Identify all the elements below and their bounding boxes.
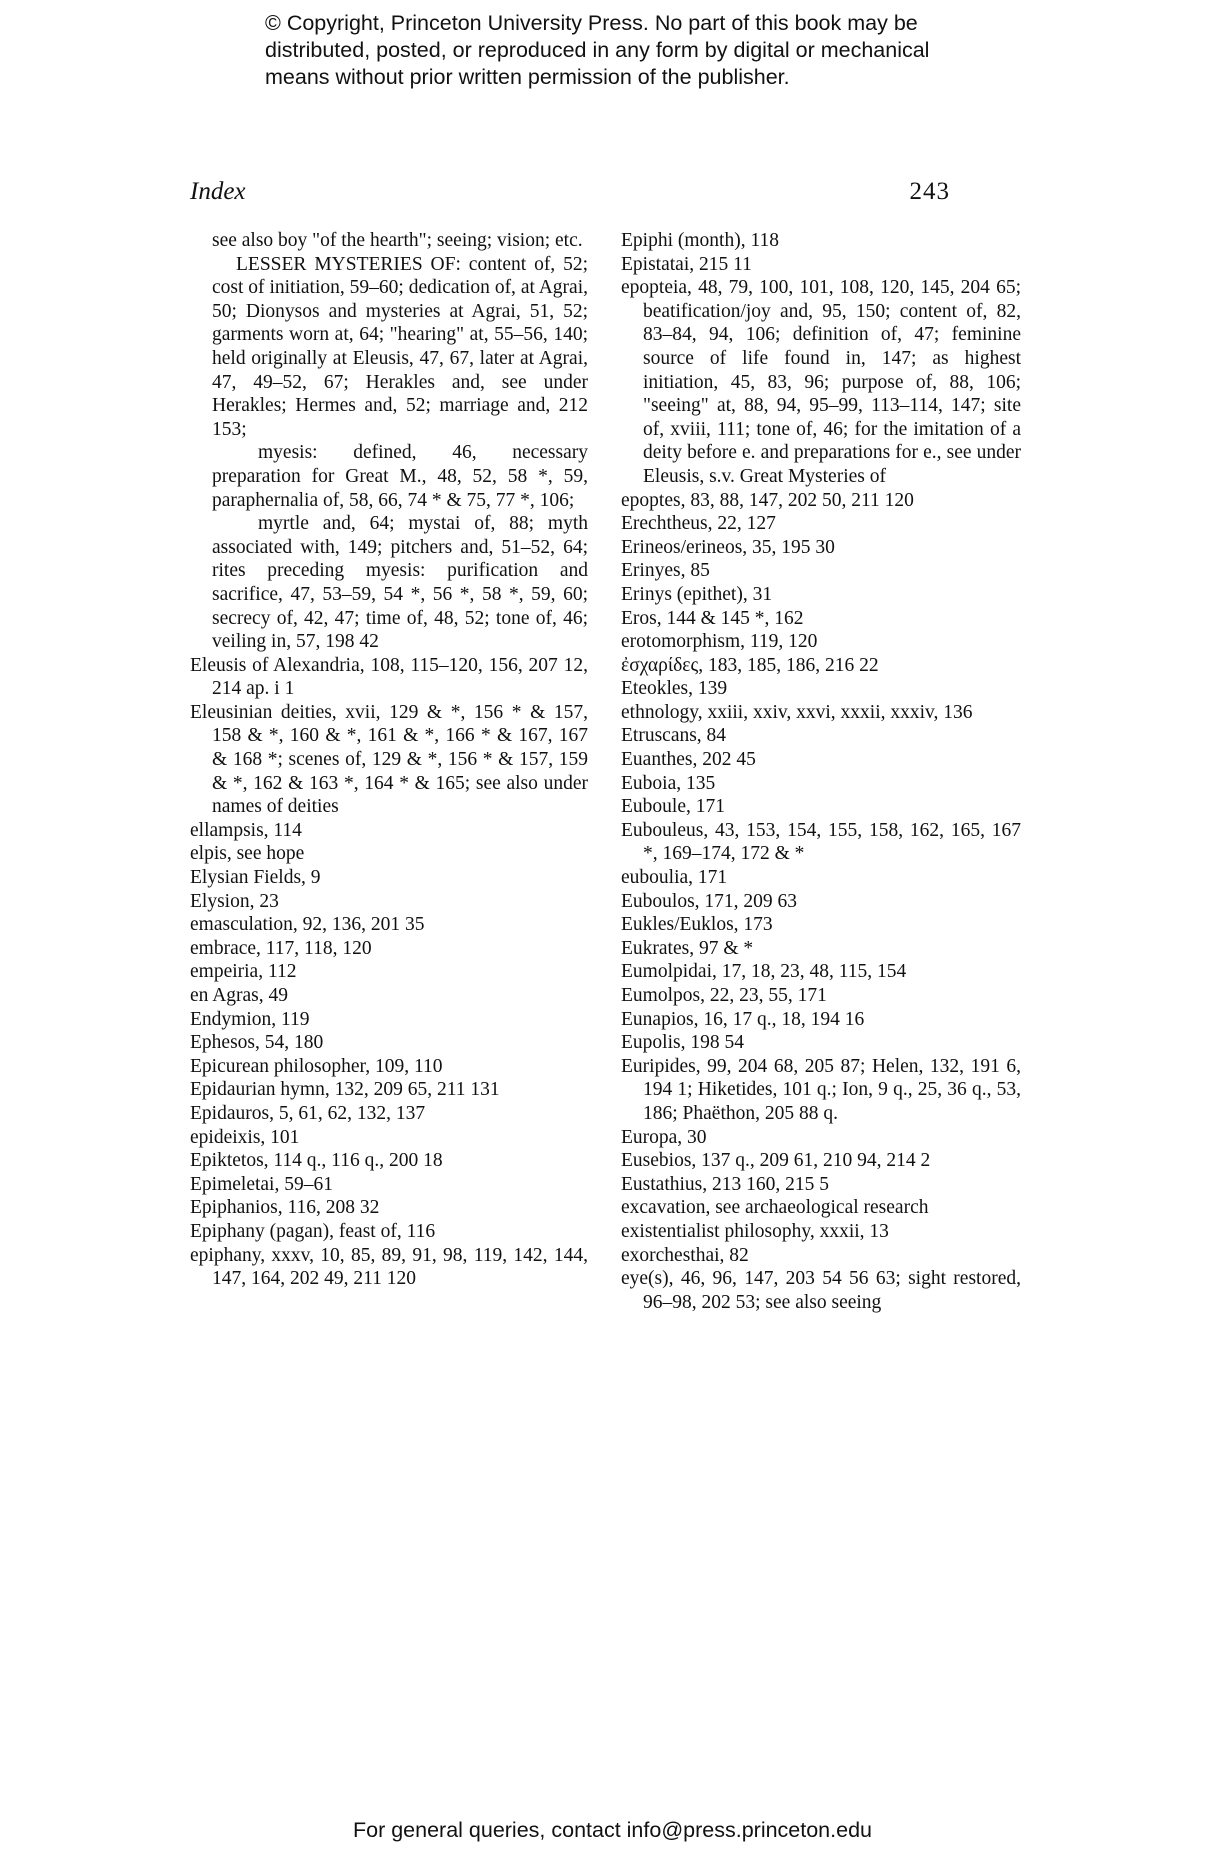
index-entry: Elysian Fields, 9 (190, 867, 321, 889)
index-entry: ellampsis, 114 (190, 819, 302, 841)
index-entry: en Agras, 49 (190, 985, 289, 1006)
index-entry: Erinyes, 85 (621, 560, 710, 582)
page-number: 243 (909, 178, 950, 205)
index-entry: Epiphanios, 116, 208 32 (190, 1197, 380, 1219)
footer-contact: For general queries, contact info@press.princeton.edu (352, 1818, 872, 1842)
index-entry: Epimeletai, 59–61 (190, 1173, 333, 1195)
index-entry: exorchesthai, 82 (621, 1244, 749, 1266)
index-entry: Eros, 144 & 145 *, 162 (621, 607, 804, 629)
index-entry: Eleusis of Alexandria, 108, 115–120, 156, 207 12, 214 ap. i 1 (190, 654, 588, 700)
index-entry: Eukrates, 97 & * (621, 937, 754, 959)
index-entry: ethnology, xxiii, xxiv, xxvi, xxxii, xxxiv, 136 (621, 701, 973, 723)
index-entry: Erineos/erineos, 35, 195 30 (621, 536, 835, 558)
index-entry: Eteokles, 139 (621, 678, 728, 700)
index-entry: Epidauros, 5, 61, 62, 132, 137 (190, 1102, 426, 1124)
index-entry: embrace, 117, 118, 120 (190, 937, 372, 959)
index-entry: Erechtheus, 22, 127 (621, 513, 776, 535)
index-entry: Eusebios, 137 q., 209 61, 210 94, 214 2 (621, 1150, 931, 1172)
index-entry: Epistatai, 215 11 (621, 253, 752, 275)
index-entry: Eukles/Euklos, 173 (621, 914, 773, 936)
index-column-left (190, 229, 588, 1291)
index-entry: erotomorphism, 119, 120 (621, 631, 818, 653)
index-entry: Etruscans, 84 (621, 725, 727, 747)
index-entry: Elysion, 23 (190, 890, 279, 912)
index-entry: Eleusinian deities, xvii, 129 & *, 156 * & 157, 158 & *, 160 & *, 161 & *, 166 * & 167, 167 & 168 *; scenes of, 129 & *, 156 * & 157, 159 & *, 162 & 163 *, 164 * & 165; see also under names of deities (190, 701, 588, 818)
index-entry: LESSER MYSTERIES OF: content of, 52; cost of initiation, 59–60; dedication of, at Agrai, 50; Dionysos and mysteries at Agrai, 51, 52; garments worn at, 64; "hearing" at, 55–56, 140; held originally at Eleusis, 47, 67, later at Agrai, 47, 49–52, 67; Herakles and, see under Herakles; Hermes and, 52; marriage and, 212 153; (212, 253, 588, 440)
index-entry: Euanthes, 202 45 (621, 749, 756, 771)
index-entry: Eustathius, 213 160, 215 5 (621, 1173, 829, 1195)
index-entry: epiphany, xxxv, 10, 85, 89, 91, 98, 119, 142, 144, 147, 164, 202 49, 211 120 (190, 1244, 588, 1290)
index-entry: Epicurean philosopher, 109, 110 (190, 1055, 443, 1077)
index-entry: Epiphany (pagan), feast of, 116 (190, 1220, 436, 1242)
index-entry: eye(s), 46, 96, 147, 203 54 56 63; sight restored, 96–98, 202 53; see also seeing (621, 1268, 1021, 1313)
index-entry: elpis, see hope (190, 843, 305, 865)
index-entry: Eumolpos, 22, 23, 55, 171 (621, 985, 827, 1006)
index-entry: epoptes, 83, 88, 147, 202 50, 211 120 (621, 489, 914, 511)
index-entry: Eunapios, 16, 17 q., 18, 194 16 (621, 1008, 865, 1030)
index-entry: see also boy "of the hearth"; seeing; vision; etc. (212, 230, 583, 251)
index-entry: empeiria, 112 (190, 961, 297, 983)
index-entry: ἐσχαρίδες, 183, 185, 186, 216 22 (621, 654, 879, 676)
index-entry: Eubouleus, 43, 153, 154, 155, 158, 162, 165, 167 *, 169–174, 172 & * (621, 819, 1021, 865)
index-entry: Epiphi (month), 118 (621, 230, 779, 251)
index-entry: euboulia, 171 (621, 867, 728, 889)
index-entry: Eumolpidai, 17, 18, 23, 48, 115, 154 (621, 961, 907, 983)
index-entry: Europa, 30 (621, 1126, 707, 1148)
page-title: Index (190, 178, 246, 205)
index-entry: Euripides, 99, 204 68, 205 87; Helen, 132, 191 6, 194 1; Hiketides, 101 q.; Ion, 9 q., 25, 36 q., 53, 186; Phaëthon, 205 88 q. (621, 1055, 1021, 1124)
index-column-right (621, 229, 1021, 1314)
index-entry: Euboulos, 171, 209 63 (621, 890, 798, 912)
index-entry: epopteia, 48, 79, 100, 101, 108, 120, 145, 204 65; beatification/joy and, 95, 150; content of, 82, 83–84, 94, 106; definition of, 47; feminine source of life found in, 147; as highest initiation, 45, 83, 96; purpose of, 88, 106; "seeing" at, 88, 94, 95–99, 113–114, 147; site of, xviii, 111; tone of, 46; for the imitation of a deity before e. and preparations for e., see under Eleusis, s.v. Great Mysteries of (621, 277, 1021, 487)
index-entry: Erinys (epithet), 31 (621, 583, 773, 605)
index-entry: Euboia, 135 (621, 772, 716, 794)
index-entry: myesis: defined, 46, necessary preparation for Great M., 48, 52, 58 *, 59, paraphernalia of, 58, 66, 74 * & 75, 77 *, 106; (212, 442, 588, 511)
index-entry: Epidaurian hymn, 132, 209 65, 211 131 (190, 1079, 500, 1101)
index-entry: excavation, see archaeological research (621, 1197, 929, 1219)
index-entry: epideixis, 101 (190, 1126, 300, 1148)
index-entry: existentialist philosophy, xxxii, 13 (621, 1220, 889, 1242)
index-entry: Eupolis, 198 54 (621, 1032, 744, 1054)
index-entry: Endymion, 119 (190, 1008, 310, 1030)
copyright-notice: © Copyright, Princeton University Press. No part of this book may be distributed, posted, or reproduced in any form by digital or mechanical means without prior written permission of the publisher. (265, 11, 930, 89)
index-entry: myrtle and, 64; mystai of, 88; myth associated with, 149; pitchers and, 51–52, 64; rites preceding myesis: purification and sacrifice, 47, 53–59, 54 *, 56 *, 58 *, 59, 60; secrecy of, 42, 47; time of, 48, 52; tone of, 46; veiling in, 57, 198 42 (212, 513, 588, 653)
index-entry: Ephesos, 54, 180 (190, 1032, 324, 1054)
index-entry: Euboule, 171 (621, 796, 725, 818)
index-entry: Epiktetos, 114 q., 116 q., 200 18 (190, 1150, 443, 1172)
index-entry: emasculation, 92, 136, 201 35 (190, 914, 425, 936)
